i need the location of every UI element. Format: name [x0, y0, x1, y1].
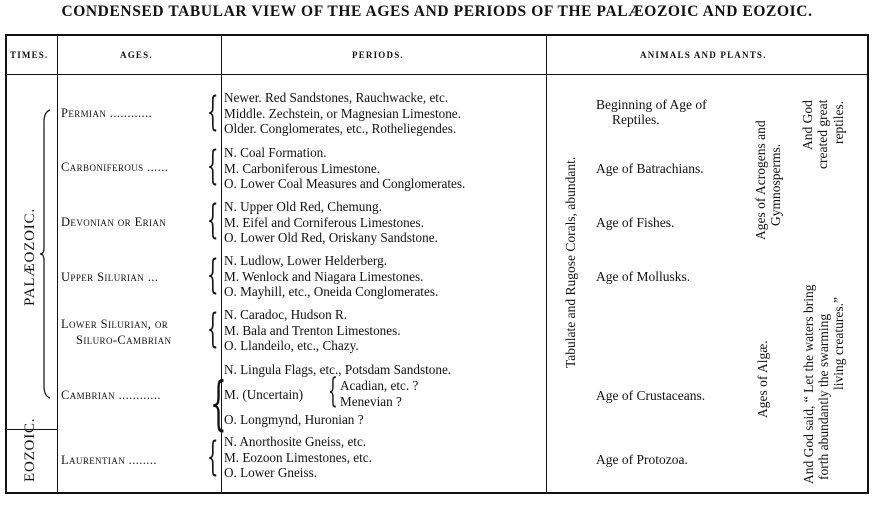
periods-carboniferous: N. Coal Formation. M. Carboniferous Limestone. O. Lower Coal Measures and Conglomerates.	[224, 145, 466, 191]
brace-carboniferous: {	[206, 143, 219, 189]
table-header-rule	[5, 74, 869, 75]
time-eozoic: EOZOIC.	[22, 417, 38, 482]
periods-devonian: N. Upper Old Red, Chemung. M. Eifel and Corniferous Limestones. O. Lower Old Red, Oriskany Sandstone.	[224, 199, 438, 245]
brace-cambrian: {	[210, 369, 227, 437]
brace-permian: {	[206, 89, 219, 135]
animal-batrachians: Age of Batrachians.	[596, 161, 704, 176]
age-devonian: Devonian or Erian	[61, 215, 167, 229]
age-lower-silurian: Lower Silurian, or	[61, 317, 169, 331]
animal-protozoa: Age of Protozoa.	[596, 452, 688, 467]
age-upper-silurian: Upper Silurian ...	[61, 270, 159, 284]
periods-lower-silurian: N. Caradoc, Hudson R. M. Bala and Trenton Limestones. O. Llandeilo, etc., Chazy.	[224, 307, 401, 353]
corals-note: Tabulate and Rugose Corals, abundant.	[563, 156, 578, 368]
periods-upper-silurian: N. Ludlow, Lower Helderberg. M. Wenlock and Niagara Limestones. O. Mayhill, etc., Oneida Conglomerates.	[224, 253, 439, 299]
god-reptiles-line2: created great	[815, 99, 830, 169]
brace-laurentian: {	[206, 434, 219, 480]
periods-cambrian-o: O. Longmynd, Huronian ?	[224, 412, 364, 427]
god-waters-line3: living creatures.”	[831, 297, 846, 390]
acrogens-note-line1: Ages of Acrogens and	[753, 120, 768, 240]
god-reptiles-line3: reptiles.	[831, 100, 846, 144]
brace-cambrian-middle: {	[327, 371, 338, 411]
god-reptiles-line1: And God	[800, 100, 815, 150]
col-divider-times	[57, 34, 58, 494]
animal-mollusks: Age of Mollusks.	[596, 269, 691, 284]
age-siluro-cambrian: Siluro-Cambrian	[76, 333, 172, 347]
periods-permian: Newer. Red Sandstones, Rauchwacke, etc. Middle. Zechstein, or Magnesian Limestone. Older. Conglomerates, etc., Rotheliegendes.	[224, 90, 461, 136]
table-top-rule	[5, 34, 869, 36]
header-ages: AGES.	[120, 50, 153, 60]
acrogens-note-line2: Gymnosperms.	[768, 143, 783, 226]
brace-lower-silurian: {	[206, 306, 219, 352]
header-animals: ANIMALS AND PLANTS.	[640, 50, 767, 60]
periods-cambrian-m: M. (Uncertain)	[224, 387, 304, 402]
header-periods: PERIODS.	[352, 50, 404, 60]
time-palaeozoic: PALÆOZOIC.	[22, 208, 38, 306]
table-left-rule	[5, 34, 7, 494]
god-waters-line2: forth abundantly the swarming	[816, 313, 831, 480]
periods-laurentian: N. Anorthosite Gneiss, etc. M. Eozoon Limestones, etc. O. Lower Gneiss.	[224, 434, 372, 480]
table-bottom-rule	[5, 492, 869, 494]
animal-reptiles: Beginning of Age of Reptiles.	[596, 97, 707, 127]
age-cambrian: Cambrian ............	[61, 388, 161, 402]
brace-devonian: {	[206, 197, 219, 243]
page-title: CONDENSED TABULAR VIEW OF THE AGES AND PERIODS OF THE PALÆOZOIC AND EOZOIC.	[61, 3, 813, 20]
age-laurentian: Laurentian ........	[61, 453, 157, 467]
brace-upper-silurian: {	[206, 252, 219, 298]
header-times: TIMES.	[10, 50, 49, 60]
periods-cambrian-sub: Acadian, etc. ? Menevian ?	[340, 378, 419, 409]
palaeozoic-bracket	[40, 108, 56, 400]
age-carboniferous: Carboniferous ......	[61, 160, 169, 174]
god-waters-line1: And God said, “ Let the waters bring	[801, 284, 816, 484]
age-permian: Permian ............	[61, 106, 153, 120]
animal-crustaceans: Age of Crustaceans.	[596, 388, 706, 403]
col-divider-periods	[546, 34, 547, 494]
animal-fishes: Age of Fishes.	[596, 215, 675, 230]
table-right-rule	[867, 34, 869, 494]
periods-cambrian-n: N. Lingula Flags, etc., Potsdam Sandstone.	[224, 362, 452, 377]
algae-note: Ages of Algæ.	[755, 340, 770, 418]
